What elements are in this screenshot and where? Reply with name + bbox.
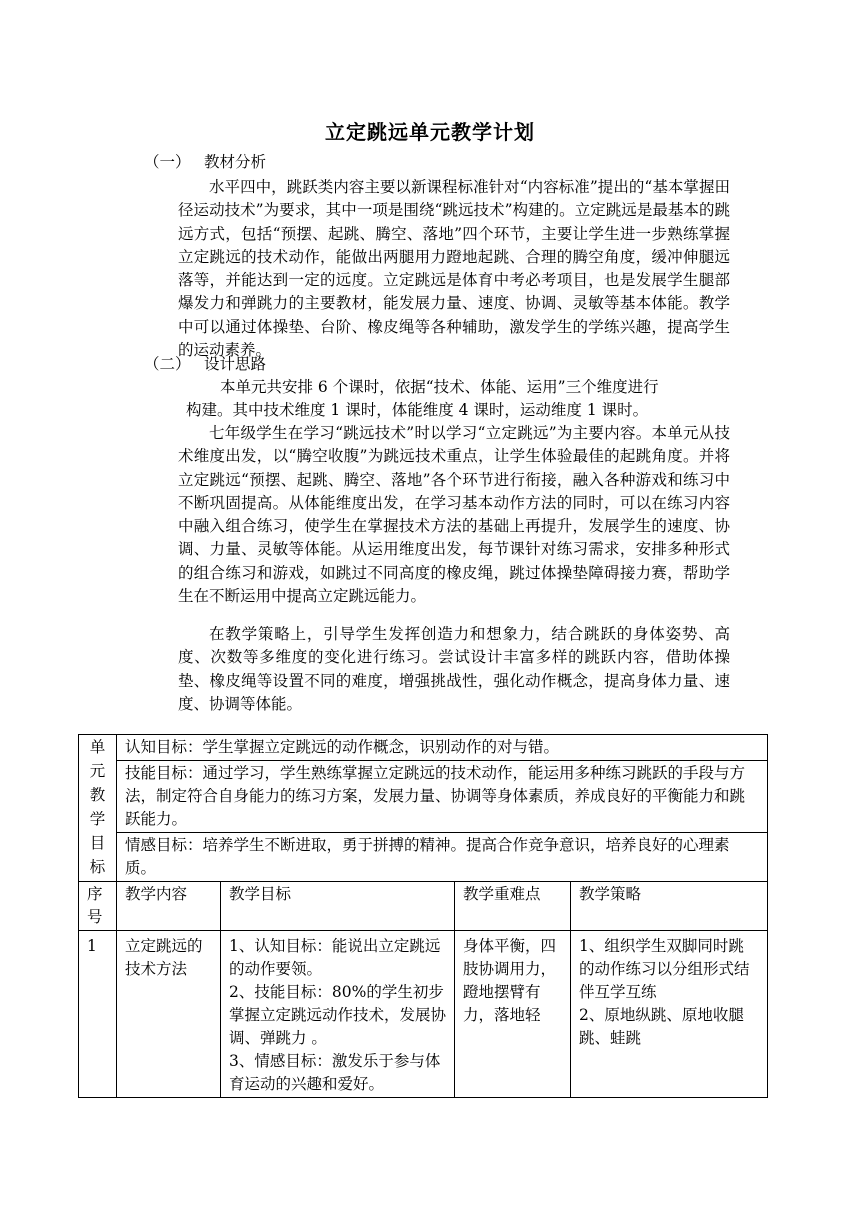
analysis-paragraph: 水平四中，跳跃类内容主要以新课程标准针对“内容标准”提出的“基本掌握田径运动技术”为要求，其中一项是围绕“跳远技术”构建的。立定跳远是最基本的跳远方式，包括“预摆、起跳、腾空、落地”四个环节，主要让学生进一步熟练掌握立定跳远的技术动作，能做出两腿用力蹬地起跳、合理的腾空角度，缓冲伸腿远落等，并能达到一定的远度。立定跳远是体育中考必考项目，也是发展学生腿部爆发力和弹跳力的主要教材，能发展力量、速度、协调、灵敏等基本体能。教学中可以通过体操垫、台阶、橡皮绳等各种辅助，激发学生的学练兴趣，提高学生的运动素养。 bbox=[178, 178, 730, 360]
table-header-row bbox=[79, 882, 768, 931]
row-content: 立定跳远的技术方法 bbox=[117, 931, 221, 1098]
design-paragraph-1-line1: 本单元共安排 6 个课时，依据“技术、体能、运用”三个维度进行 bbox=[220, 378, 659, 396]
header-goals: 教学目标 bbox=[221, 882, 455, 931]
goal-item: 2、技能目标：80%的学生初步掌握立定跳远动作技术，发展协调、弹跳力 。 bbox=[229, 983, 447, 1047]
cognitive-goal: 认知目标：学生掌握立定跳远的动作概念，识别动作的对与错。 bbox=[117, 735, 768, 761]
row-key-points: 身体平衡，四肢协调用力，蹬地摆臂有力，落地轻 bbox=[455, 931, 571, 1098]
header-key-points: 教学重难点 bbox=[455, 882, 571, 931]
strategy-item: 2、原地纵跳、原地收腿跳、蛙跳 bbox=[579, 1006, 744, 1047]
section-title: 设计思路 bbox=[204, 355, 267, 373]
header-strategy: 教学策略 bbox=[571, 882, 768, 931]
section-heading-analysis bbox=[144, 151, 266, 174]
document-title: 立定跳远单元教学计划 bbox=[325, 120, 535, 144]
design-paragraph-2: 七年级学生在学习“跳远技术”时以学习“立定跳远”为主要内容。本单元从技术维度出发，以“腾空收腹”为跳远技术重点，让学生体验最佳的起跳角度。并将立定跳远“预摆、起跳、腾空、落地”各个环节进行衔接，融入各种游戏和练习中不断巩固提高。从体能维度出发，在学习基本动作方法的同时，可以在练习内容中融入组合练习，使学生在掌握技术方法的基础上再提升，发展学生的速度、协调、力量、灵敏等体能。从运用维度出发，每节课针对练习需求，安排多种形式的组合练习和游戏，如跳过不同高度的橡皮绳，跳过体操垫障碍接力赛，帮助学生在不断运用中提高立定跳远能力。 bbox=[178, 424, 730, 606]
header-content: 教学内容 bbox=[117, 882, 221, 931]
goal-item: 3、情感目标：激发乐于参与体育运动的兴趣和爱好。 bbox=[229, 1052, 441, 1093]
strategy-item: 1、组织学生双脚同时跳的动作练习以分组形式结伴互学互练 bbox=[579, 937, 750, 1001]
design-paragraph-1-line2: 构建。其中技术维度 1 课时，体能维度 4 课时，运动维度 1 课时。 bbox=[186, 401, 649, 420]
skill-goal-row bbox=[79, 761, 768, 833]
section-heading-design bbox=[144, 353, 266, 376]
row-no: 1 bbox=[79, 931, 117, 1098]
unit-goal-label: 单 元 教 学 目 标 bbox=[79, 735, 117, 882]
design-paragraph-1 bbox=[186, 376, 738, 423]
skill-goal: 技能目标：通过学习，学生熟练掌握立定跳远的技术动作，能运用多种练习跳跃的手段与方法，制定符合自身能力的练习方案，发展力量、协调等身体素质，养成良好的平衡能力和跳跃能力。 bbox=[117, 761, 768, 833]
unit-plan-table bbox=[78, 734, 768, 1098]
section-title: 教材分析 bbox=[204, 153, 267, 171]
emotion-goal-row bbox=[79, 833, 768, 882]
row-strategy bbox=[571, 931, 768, 1098]
section-number: （一） bbox=[144, 153, 191, 171]
design-paragraph-3: 在教学策略上，引导学生发挥创造力和想象力，结合跳跃的身体姿势、高度、次数等多维度的变化进行练习。尝试设计丰富多样的跳跃内容，借助体操垫、橡皮绳等设置不同的难度，增强挑战性，强化动作概念，提高身体力量、速度、协调等体能。 bbox=[178, 625, 730, 713]
section-number: （二） bbox=[144, 355, 191, 373]
emotion-goal: 情感目标：培养学生不断进取，勇于拼搏的精神。提高合作竞争意识，培养良好的心理素质。 bbox=[117, 833, 768, 882]
row-goals bbox=[221, 931, 455, 1098]
table-row bbox=[79, 931, 768, 1098]
header-no: 序号 bbox=[79, 882, 117, 931]
cognitive-goal-row bbox=[79, 735, 768, 761]
goal-item: 1、认知目标：能说出立定跳远的动作要领。 bbox=[229, 937, 441, 978]
